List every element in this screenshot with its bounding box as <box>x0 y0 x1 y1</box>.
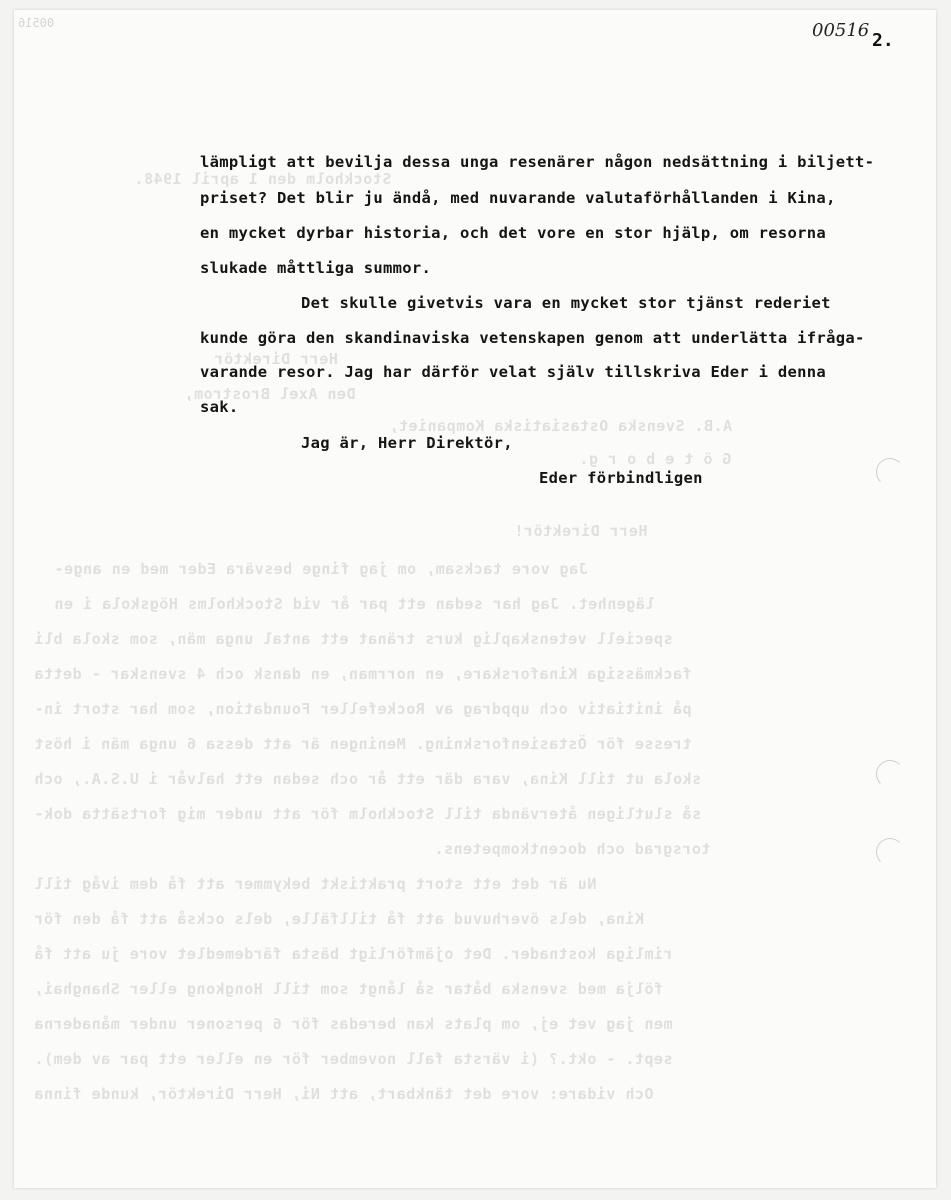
bleed-line: G ö t e b o r g. <box>579 450 732 468</box>
bleed-line: speciell vetenskaplig kurs tränat ett antal unga män, som skola bli <box>34 630 673 648</box>
punch-hole <box>876 838 904 866</box>
bleed-line: fackmässiga Kinaforskare, en norrman, en dansk och 4 svenskar - detta <box>34 665 692 683</box>
bleed-line: Jag vore tacksam, om jag finge besvära Eder med en ange- <box>54 560 588 578</box>
body-line: varande resor. Jag har därför velat själv tillskriva Eder i denna <box>200 363 827 381</box>
bleed-line: Stockholm den 1 april 1948. <box>134 170 392 188</box>
body-line: lämpligt att bevilja dessa unga resenärer någon nedsättning i biljett- <box>200 153 875 171</box>
bleed-line: följa med svenska båtar så långt som till Hongkong eller Shanghai, <box>34 980 664 998</box>
body-line: kunde göra den skandinaviska vetenskapen genom att underlätta ifråga- <box>200 329 865 347</box>
bleed-line: Kina, dels överhuvud att få tillfälle, dels också att få den för <box>34 910 644 928</box>
punch-hole <box>876 458 904 486</box>
body-line: slukade måttliga summor. <box>200 259 432 277</box>
closing-salutation: Jag är, Herr Direktör, <box>301 434 513 452</box>
bleed-line: Och vidare: vore det tänkbart, att Ni, Herr Direktör, kunde finna <box>34 1085 654 1103</box>
bleed-line: rimliga kostnader. Det ojämförligt bästa färdemedlet vore ju att få <box>34 945 673 963</box>
handwritten-archive-number: 00516 <box>812 20 870 41</box>
body-line: en mycket dyrbar historia, och det vore en stor hjälp, om resorna <box>200 224 827 242</box>
bleed-line: Herr Direktör! <box>514 522 648 540</box>
bleed-line: så slutligen återvända till Stockholm för att under mig fortsätta dok- <box>34 805 702 823</box>
body-line: Det skulle givetvis vara en mycket stor tjänst rederiet <box>301 294 831 312</box>
bleed-line: Den Axel Brostrom, <box>184 385 356 403</box>
bleed-line: sept. - okt.? (i värsta fall november för en eller ett par av dem). <box>34 1050 673 1068</box>
body-line: sak. <box>200 398 239 416</box>
signature-closing: Eder förbindligen <box>539 469 703 487</box>
bleed-line: på initiativ och uppdrag av Rockefeller Foundation, som har stort in- <box>34 700 692 718</box>
bleed-line: men jag vet ej, om plats kan beredas för 6 personer under månaderna <box>34 1015 673 1033</box>
page-number: 2. <box>872 30 894 51</box>
bleed-line: lägenhet. Jag har sedan ett par år vid Stockholms Högskola i en <box>54 595 655 613</box>
punch-hole <box>876 760 904 788</box>
document-page <box>14 10 936 1188</box>
body-line: priset? Det blir ju ändå, med nuvarande valutaförhållanden i Kina, <box>200 189 836 207</box>
bleed-line: tresse för Östasienforskning. Meningen är att dessa 6 unga män i höst <box>34 735 692 753</box>
bleed-line: A.B. Svenska Ostasiatiska Kompaniet, <box>389 417 733 435</box>
bleed-line: Herr Direktör <box>214 350 338 368</box>
bleed-line: Nu är det ett stort praktiskt bekymmer att få dem ivåg till <box>34 875 597 893</box>
bleed-line: skola ut till Kina, vara där ett år och sedan ett halvår i U.S.A., och <box>34 770 702 788</box>
bleed-line: torsgrad och docentkompetens. <box>434 840 711 858</box>
bleed-corner-number: 00516 <box>18 16 55 30</box>
